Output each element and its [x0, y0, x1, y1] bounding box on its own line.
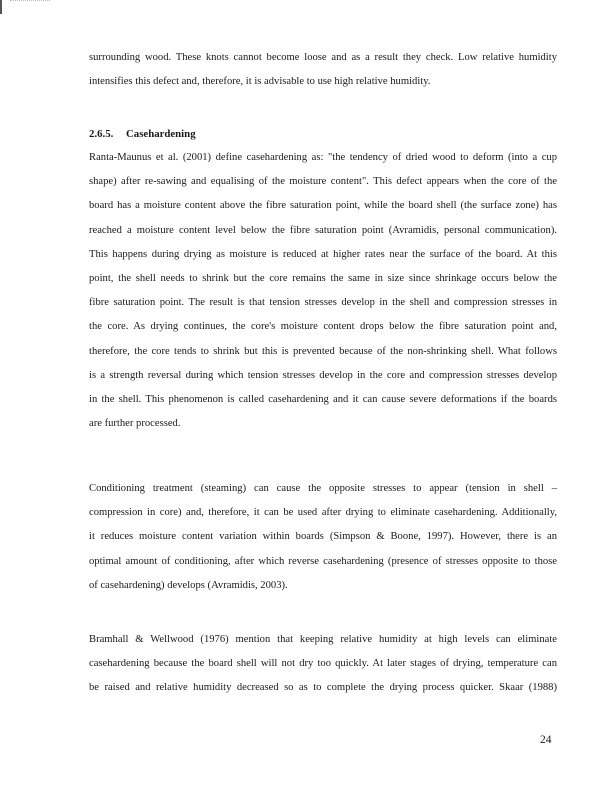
paragraph-2	[89, 146, 557, 436]
paragraph-line: are further processed.	[89, 418, 181, 430]
paragraph-line: therefore, the core tends to shrink but this is prevented because of the non-shrinking shell. What follows	[89, 345, 557, 357]
scan-edge-mark	[0, 0, 2, 14]
paragraph-line: be raised and relative humidity decreased so as to complete the drying process quicker. Skaar (1988)	[89, 682, 557, 694]
section-heading	[89, 125, 196, 143]
paragraph-line: of casehardening) develops (Avramidis, 2003).	[89, 579, 288, 591]
paragraph-4	[89, 628, 557, 701]
paragraph-1	[89, 46, 557, 94]
paragraph-line: Conditioning treatment (steaming) can cause the opposite stresses to appear (tension in shell –	[89, 483, 557, 494]
paragraph-line: the core. As drying continues, the core's moisture content drops below the fibre saturation point and,	[89, 321, 557, 333]
paragraph-line: reached a moisture content level below the fibre saturation point (Avramidis, personal communication).	[89, 224, 557, 236]
paragraph-line: surrounding wood. These knots cannot become loose and as a result they check. Low relative humidity	[89, 52, 557, 63]
paragraph-3	[89, 477, 557, 598]
scan-artifact	[10, 0, 50, 4]
paragraph-line: board has a moisture content above the fibre saturation point, while the board shell (the surface zone) has	[89, 200, 557, 212]
paragraph-line: shape) after re-sawing and equalising of the moisture content". This defect appears when the core of the	[89, 176, 557, 188]
paragraph-line: in the shell. This phenomenon is called casehardening and it can cause severe deformations if the boards	[89, 393, 557, 405]
paragraph-line: is a strength reversal during which tension stresses develop in the core and compression stresses develop	[89, 369, 557, 381]
paragraph-line: it reduces moisture content variation within boards (Simpson & Boone, 1997). However, there is an	[89, 531, 557, 543]
paragraph-line: point, the shell needs to shrink but the core remains the same in size since shrinkage occurs below the	[89, 272, 557, 284]
paragraph-line: fibre saturation point. The result is that tension stresses develop in the shell and compression stresses in	[89, 297, 557, 309]
paragraph-line: compression in core) and, therefore, it can be used after drying to eliminate casehardening. Additionally,	[89, 507, 557, 519]
section-title: Casehardening	[126, 128, 196, 140]
paragraph-line: Ranta-Maunus et al. (2001) define casehardening as: "the tendency of dried wood to deform (into a cup	[89, 152, 557, 163]
paragraph-line: Bramhall & Wellwood (1976) mention that keeping relative humidity at high levels can eliminate	[89, 634, 557, 645]
paragraph-line: This happens during drying as moisture is reduced at higher rates near the surface of the board. At this	[89, 248, 557, 260]
paragraph-line: optimal amount of conditioning, after which reverse casehardening (presence of stresses opposite to those	[89, 555, 557, 567]
paragraph-line: casehardening because the board shell will not dry too quickly. At later stages of drying, temperature can	[89, 658, 557, 670]
section-number: 2.6.5.	[89, 128, 114, 140]
page-number: 24	[540, 734, 552, 746]
paragraph-line: intensifies this defect and, therefore, it is advisable to use high relative humidity.	[89, 76, 431, 88]
